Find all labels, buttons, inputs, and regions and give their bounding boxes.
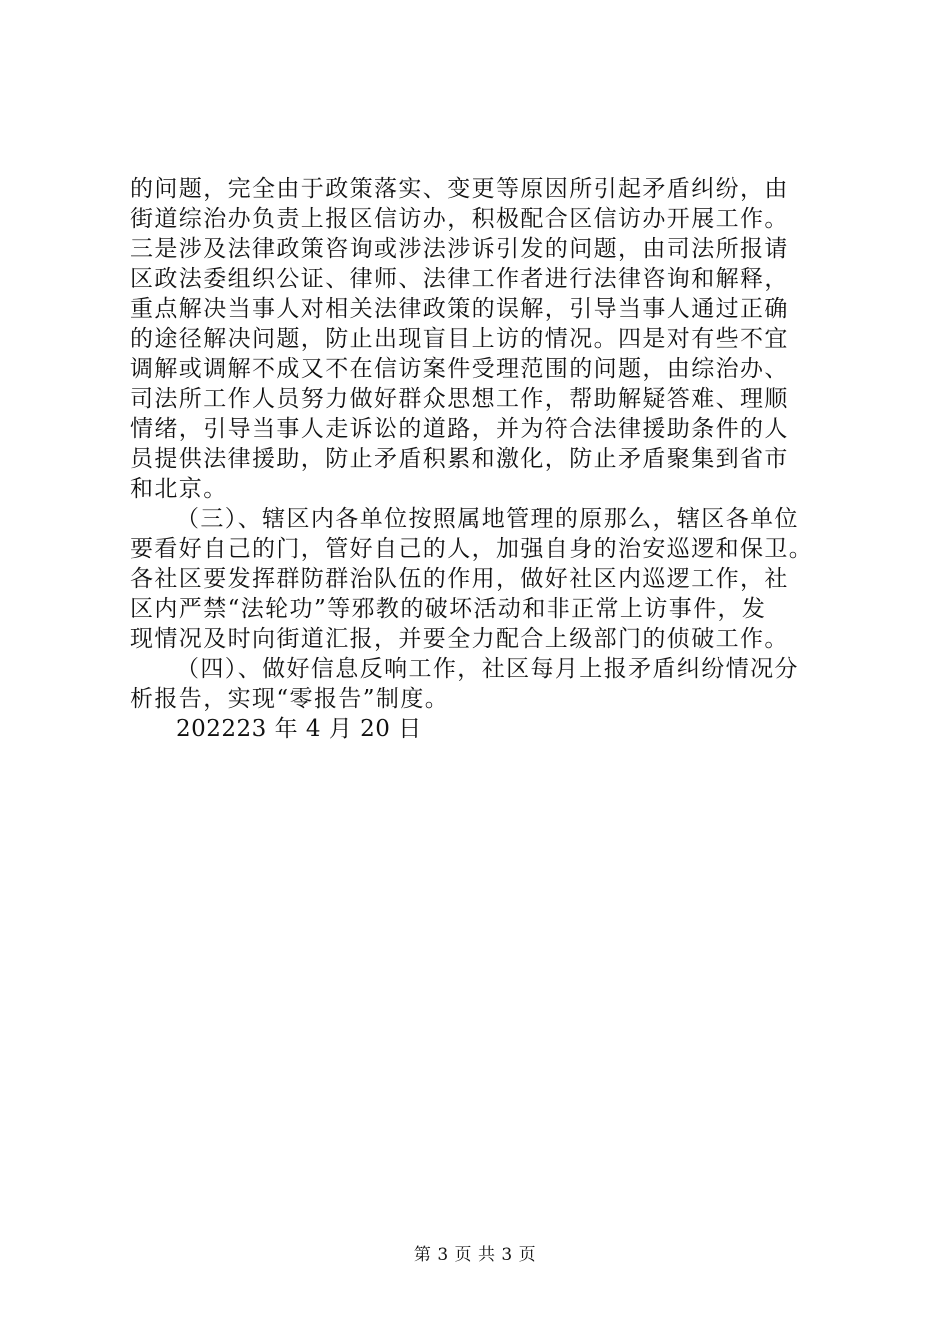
paragraph-line: 的途径解决问题，防止出现盲目上访的情况。四是对有些不宜 bbox=[130, 326, 789, 352]
paragraph-line: 调解或调解不成又不在信访案件受理范围的问题，由综治办、 bbox=[130, 356, 789, 382]
paragraph-line: 司法所工作人员努力做好群众思想工作，帮助解疑答难、理顺 bbox=[130, 386, 789, 412]
paragraph-line: 要看好自己的门，管好自己的人，加强自身的治安巡逻和保卫。 bbox=[130, 536, 814, 562]
paragraph-line: 三是涉及法律政策咨询或涉法涉诉引发的问题，由司法所报请 bbox=[130, 236, 789, 262]
document-date: 202223 年 4 月 20 日 bbox=[176, 716, 422, 742]
paragraph-line: 的问题，完全由于政策落实、变更等原因所引起矛盾纠纷，由 bbox=[130, 176, 789, 202]
paragraph-line: 析报告，实现“零报告”制度。 bbox=[130, 686, 450, 712]
paragraph-line: 现情况及时向街道汇报，并要全力配合上级部门的侦破工作。 bbox=[130, 626, 789, 652]
paragraph-line: 员提供法律援助，防止矛盾积累和激化，防止矛盾聚集到省市 bbox=[130, 446, 789, 472]
paragraph-line-indented: （三）、辖区内各单位按照属地管理的原那么，辖区各单位 bbox=[176, 506, 799, 532]
paragraph-line: 街道综治办负责上报区信访办，积极配合区信访办开展工作。 bbox=[130, 206, 789, 232]
paragraph-line: 重点解决当事人对相关法律政策的误解，引导当事人通过正确 bbox=[130, 296, 789, 322]
paragraph-line: 各社区要发挥群防群治队伍的作用，做好社区内巡逻工作，社 bbox=[130, 566, 789, 592]
document-body bbox=[130, 174, 830, 744]
paragraph-line-indented: （四）、做好信息反响工作，社区每月上报矛盾纠纷情况分 bbox=[176, 656, 799, 682]
paragraph-line: 区政法委组织公证、律师、法律工作者进行法律咨询和解释， bbox=[130, 266, 789, 292]
paragraph-line: 和北京。 bbox=[130, 476, 228, 502]
paragraph-line: 区内严禁“法轮功”等邪教的破坏活动和非正常上访事件，发 bbox=[130, 596, 767, 622]
page-number-footer: 第 3 页 共 3 页 bbox=[413, 1245, 537, 1265]
paragraph-line: 情绪，引导当事人走诉讼的道路，并为符合法律援助条件的人 bbox=[130, 416, 789, 442]
